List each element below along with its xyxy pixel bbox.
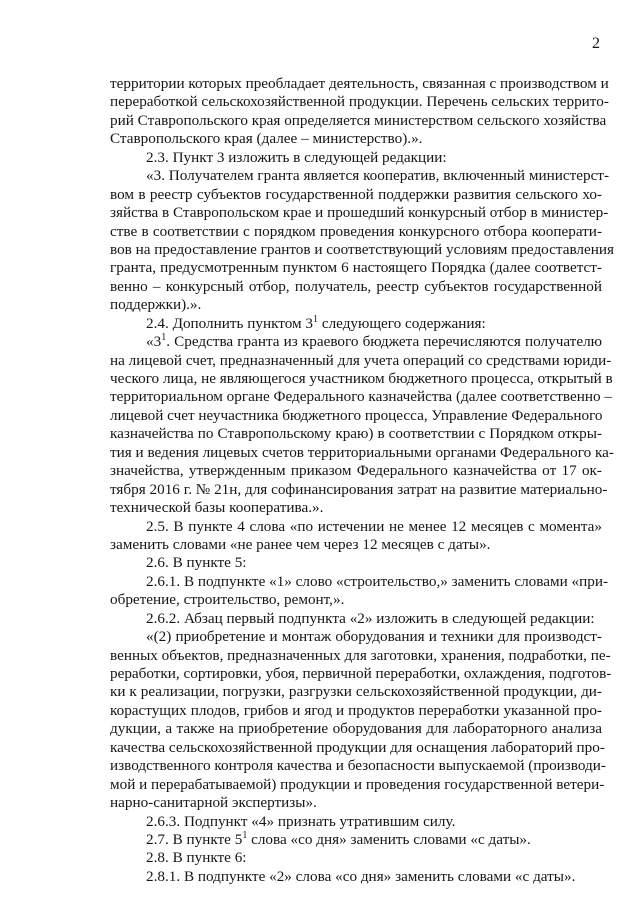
text-line — [110, 831, 602, 849]
text-line — [110, 813, 602, 831]
text-line — [110, 554, 602, 572]
text-line-content: территории которых преобладает деятельность, связанная с производством и — [110, 75, 609, 92]
text-line-content: «3. Получателем гранта является кооператив, включенный министерст- — [146, 167, 610, 185]
text-line-content: венно – конкурсный отбор, получатель, реестр субъектов государственной — [110, 277, 602, 295]
text-line-content: 2.8. В пункте 6: — [146, 849, 247, 867]
text-line — [110, 204, 609, 222]
text-line — [110, 665, 612, 683]
text-line-content: вом в реестр субъектов государственной поддержки развития сельского хо- — [110, 185, 602, 203]
text-line — [110, 296, 602, 314]
text-line-content: венных объектов, предназначенных для заготовки, хранения, подработки, пе- — [110, 646, 611, 664]
text-line-content: казначейства по Ставропольскому краю) в соответствии с Порядком откры- — [110, 425, 602, 443]
text-line-content: мой и перерабатываемой) продукции и проведения государственной ветери- — [110, 775, 605, 793]
text-line — [110, 111, 607, 130]
text-line-content: переработкой сельскохозяйственной продукции. Перечень сельских террито- — [110, 93, 609, 111]
text-line-content: гранта, предусмотренным пунктом 6 настоящего Порядка (далее соответст- — [110, 259, 602, 277]
text-line-content: значейства, утвержденным приказом Федерального казначейства от 17 ок- — [110, 462, 602, 480]
text-line — [110, 278, 602, 296]
text-line — [110, 757, 606, 775]
text-line-continuation: . Средства гранта из краевого бюджета перечисляются получателю — [166, 333, 602, 351]
text-line-content: обретение, строительство, ремонт,». — [110, 591, 345, 609]
text-line — [110, 167, 610, 185]
text-line-content: 2.8.1. В подпункте «2» слова «со дня» заменить словами «с даты». — [146, 867, 576, 885]
text-line-continuation: слова «со дня» заменить словами «с даты». — [247, 830, 531, 848]
text-line — [110, 223, 602, 241]
text-line-content: территориальном органе Федерального казначейства (далее соответственно – — [110, 388, 612, 406]
text-line-continuation: следующего содержания: — [318, 314, 486, 332]
text-line — [110, 628, 602, 646]
text-line — [110, 480, 608, 499]
text-line-content: на лицевой счет, предназначенный для учета операций со средствами юриди- — [110, 351, 612, 369]
text-line — [110, 75, 609, 93]
text-line — [110, 702, 602, 720]
text-line — [110, 130, 602, 148]
text-line-content: вов на предоставление грантов и соответствующий условиям предоставления — [110, 240, 614, 258]
text-line-content: стве в соответствии с порядком проведения конкурсного отбора кооперати- — [110, 222, 602, 240]
text-line-content: «3 — [146, 333, 162, 351]
text-line — [110, 738, 605, 757]
text-line — [110, 333, 602, 351]
text-line — [110, 646, 611, 665]
text-line — [110, 388, 612, 406]
text-line — [110, 149, 602, 167]
text-line — [110, 536, 602, 554]
superscript-index: 1 — [242, 829, 248, 841]
superscript-index: 1 — [161, 332, 167, 344]
text-line-content: 2.5. В пункте 4 слова «по истечении не менее 12 месяцев с момента» — [146, 517, 602, 535]
page-number: 2 — [592, 35, 600, 52]
text-line-content: рий Ставропольского края определяется министерством сельского хозяйства — [110, 111, 607, 129]
text-line-content: «(2) приобретение и монтаж оборудования и техники для производст- — [146, 628, 602, 646]
text-line — [110, 572, 609, 591]
text-line — [110, 868, 602, 886]
text-line — [110, 93, 609, 111]
text-line-content: изводственного контроля качества и безопасности выпускаемой (производи- — [110, 757, 606, 775]
text-line-content: нарно-санитарной экспертизы». — [110, 794, 317, 812]
document-body — [110, 75, 614, 886]
text-line-content: 2.6.3. Подпункт «4» признать утратившим силу. — [146, 812, 456, 830]
text-line-content: качества сельскохозяйственной продукции для оснащения лабораторий про- — [110, 738, 605, 756]
text-line-content: зяйства в Ставропольском крае и прошедший конкурсный отбор в министер- — [110, 204, 609, 222]
text-line — [110, 351, 612, 370]
text-line-content: лицевой счет неучастника бюджетного процесса, Управление Федерального — [110, 406, 603, 424]
text-line — [110, 849, 602, 867]
text-line-content: 2.6.2. Абзац первый подпункта «2» изложить в следующей редакции: — [146, 609, 595, 627]
text-line-content: Ставропольского края (далее – министерство).». — [110, 130, 423, 148]
text-line — [110, 775, 605, 794]
text-line-content: 2.6.1. В подпункте «1» слово «строительство,» заменить словами «при- — [146, 572, 609, 590]
text-line-content: корастущих плодов, грибов и ягод и продуктов переработки указанной про- — [110, 701, 602, 719]
text-line-content: ческого лица, не являющегося участником бюджетного процесса, открытый в — [110, 370, 613, 387]
text-line-content: тия и ведения лицевых счетов территориальными органами Федерального ка- — [110, 443, 614, 461]
text-line — [110, 683, 602, 701]
text-line — [110, 518, 602, 536]
text-line — [110, 610, 602, 628]
text-line — [110, 186, 602, 204]
text-line — [110, 462, 602, 480]
text-line — [110, 259, 602, 277]
text-line — [110, 315, 602, 333]
text-line-content: 2.6. В пункте 5: — [146, 554, 247, 572]
text-line — [110, 591, 602, 609]
text-line — [110, 720, 602, 738]
text-line-content: поддержки).». — [110, 296, 202, 314]
text-line-content: реработки, сортировки, убоя, первичной переработки, охлаждения, подготов- — [110, 665, 612, 682]
text-line-content: технической базы кооператива.». — [110, 499, 324, 517]
text-line-content: заменить словами «не ранее чем через 12 месяцев с даты». — [110, 535, 491, 553]
text-line — [110, 443, 614, 462]
superscript-index: 1 — [313, 313, 319, 325]
text-line-content: тября 2016 г. № 21н, для софинансирования затрат на развитие материально- — [110, 480, 608, 498]
text-line-content: 2.7. В пункте 5 — [146, 830, 243, 848]
text-line — [110, 407, 602, 425]
text-line — [110, 425, 602, 443]
text-line-content: ки к реализации, погрузки, разгрузки сельскохозяйственной продукции, ди- — [110, 683, 602, 701]
text-line — [110, 370, 613, 388]
text-line-content: 2.4. Дополнить пунктом 3 — [146, 314, 314, 332]
text-line-content: дукции, а также на приобретение оборудования для лабораторного анализа — [110, 720, 602, 738]
text-line — [110, 794, 602, 812]
text-line-content: 2.3. Пункт 3 изложить в следующей редакции: — [146, 148, 447, 166]
text-line — [110, 240, 614, 259]
text-line — [110, 499, 602, 517]
